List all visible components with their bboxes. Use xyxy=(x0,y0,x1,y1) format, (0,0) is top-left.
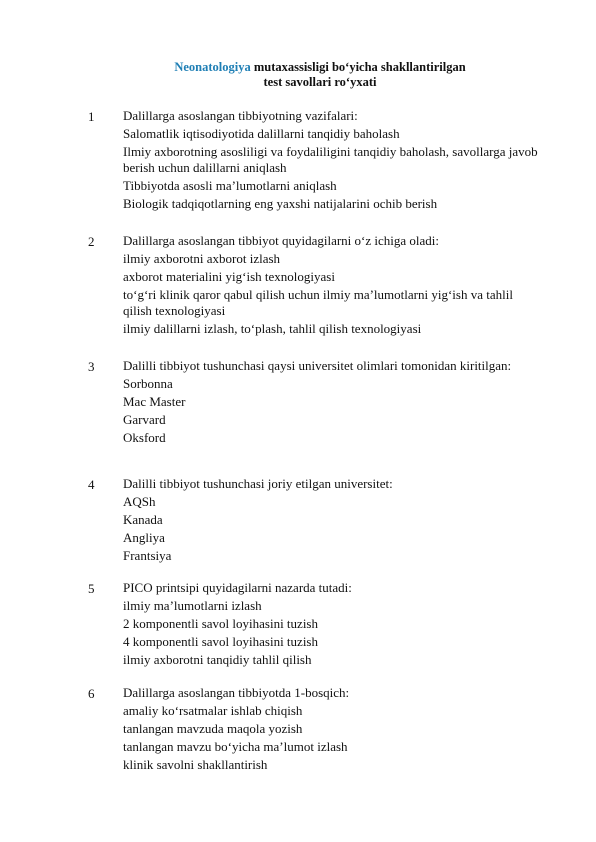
answer-option: Sorbonna xyxy=(123,376,173,391)
question-number: 1 xyxy=(88,109,95,124)
answer-option: 4 komponentli savol loyihasini tuzish xyxy=(123,634,318,649)
answer-option: Garvard xyxy=(123,412,166,427)
question-number: 3 xyxy=(88,359,95,374)
question-body xyxy=(123,580,538,670)
answer-option: 2 komponentli savol loyihasini tuzish xyxy=(123,616,318,631)
question-number: 2 xyxy=(88,234,95,249)
answer-option: Biologik tadqiqotlarning eng yaxshi natijalarini ochib berish xyxy=(123,196,438,211)
answer-option: Ilmiy axborotning asosliligi va foydaliligini tanqidiy baholash, savollarga javob berish uchun dalillarni aniqlash xyxy=(123,144,538,175)
question-text: Dalillarga asoslangan tibbiyotda 1-bosqich: xyxy=(123,685,350,700)
answer-option: tanlangan mavzuda maqola yozish xyxy=(123,721,303,736)
title-rest: mutaxassisligi bo‘yicha shakllantirilgan xyxy=(250,60,466,74)
question-number: 4 xyxy=(88,477,95,492)
answer-option: Oksford xyxy=(123,430,166,445)
title-line-1 xyxy=(0,60,596,75)
answer-option: AQSh xyxy=(123,494,156,509)
document-title xyxy=(0,60,596,90)
answer-option: amaliy ko‘rsatmalar ishlab chiqish xyxy=(123,703,303,718)
question-text: Dalilli tibbiyot tushunchasi qaysi universitet olimlari tomonidan kiritilgan: xyxy=(123,358,512,373)
question-text: PICO printsipi quyidagilarni nazarda tutadi: xyxy=(123,580,352,595)
question-text: Dalillarga asoslangan tibbiyotning vazifalari: xyxy=(123,108,358,123)
answer-option: ilmiy axborotni tanqidiy tahlil qilish xyxy=(123,652,312,667)
question-number: 6 xyxy=(88,686,95,701)
question-text: Dalillarga asoslangan tibbiyot quyidagilarni o‘z ichiga oladi: xyxy=(123,233,440,248)
answer-option: Kanada xyxy=(123,512,163,527)
answer-option: to‘g‘ri klinik qaror qabul qilish uchun ilmiy ma’lumotlarni yig‘ish va tahlil qilish texnologiyasi xyxy=(123,287,513,318)
answer-option: Mac Master xyxy=(123,394,186,409)
question-body xyxy=(123,358,538,448)
answer-option: ilmiy axborotni axborot izlash xyxy=(123,251,281,266)
answer-option: ilmiy dalillarni izlash, to‘plash, tahlil qilish texnologiyasi xyxy=(123,321,422,336)
question-text: Dalilli tibbiyot tushunchasi joriy etilgan universitet: xyxy=(123,476,393,491)
question-number: 5 xyxy=(88,581,95,596)
title-accent: Neonatologiya xyxy=(174,60,251,74)
answer-option: Frantsiya xyxy=(123,548,172,563)
answer-option: tanlangan mavzu bo‘yicha ma’lumot izlash xyxy=(123,739,348,754)
answer-option: Tibbiyotda asosli ma’lumotlarni aniqlash xyxy=(123,178,337,193)
answer-option: ilmiy ma’lumotlarni izlash xyxy=(123,598,262,613)
question-body xyxy=(123,108,538,214)
answer-option: Salomatlik iqtisodiyotida dalillarni tanqidiy baholash xyxy=(123,126,400,141)
question-body xyxy=(123,233,538,339)
answer-option: Angliya xyxy=(123,530,165,545)
title-line-2: test savollari ro‘yxati xyxy=(263,75,377,89)
answer-option: klinik savolni shakllantirish xyxy=(123,757,268,772)
question-body xyxy=(123,685,538,775)
answer-option: axborot materialini yig‘ish texnologiyasi xyxy=(123,269,335,284)
question-body xyxy=(123,476,538,566)
